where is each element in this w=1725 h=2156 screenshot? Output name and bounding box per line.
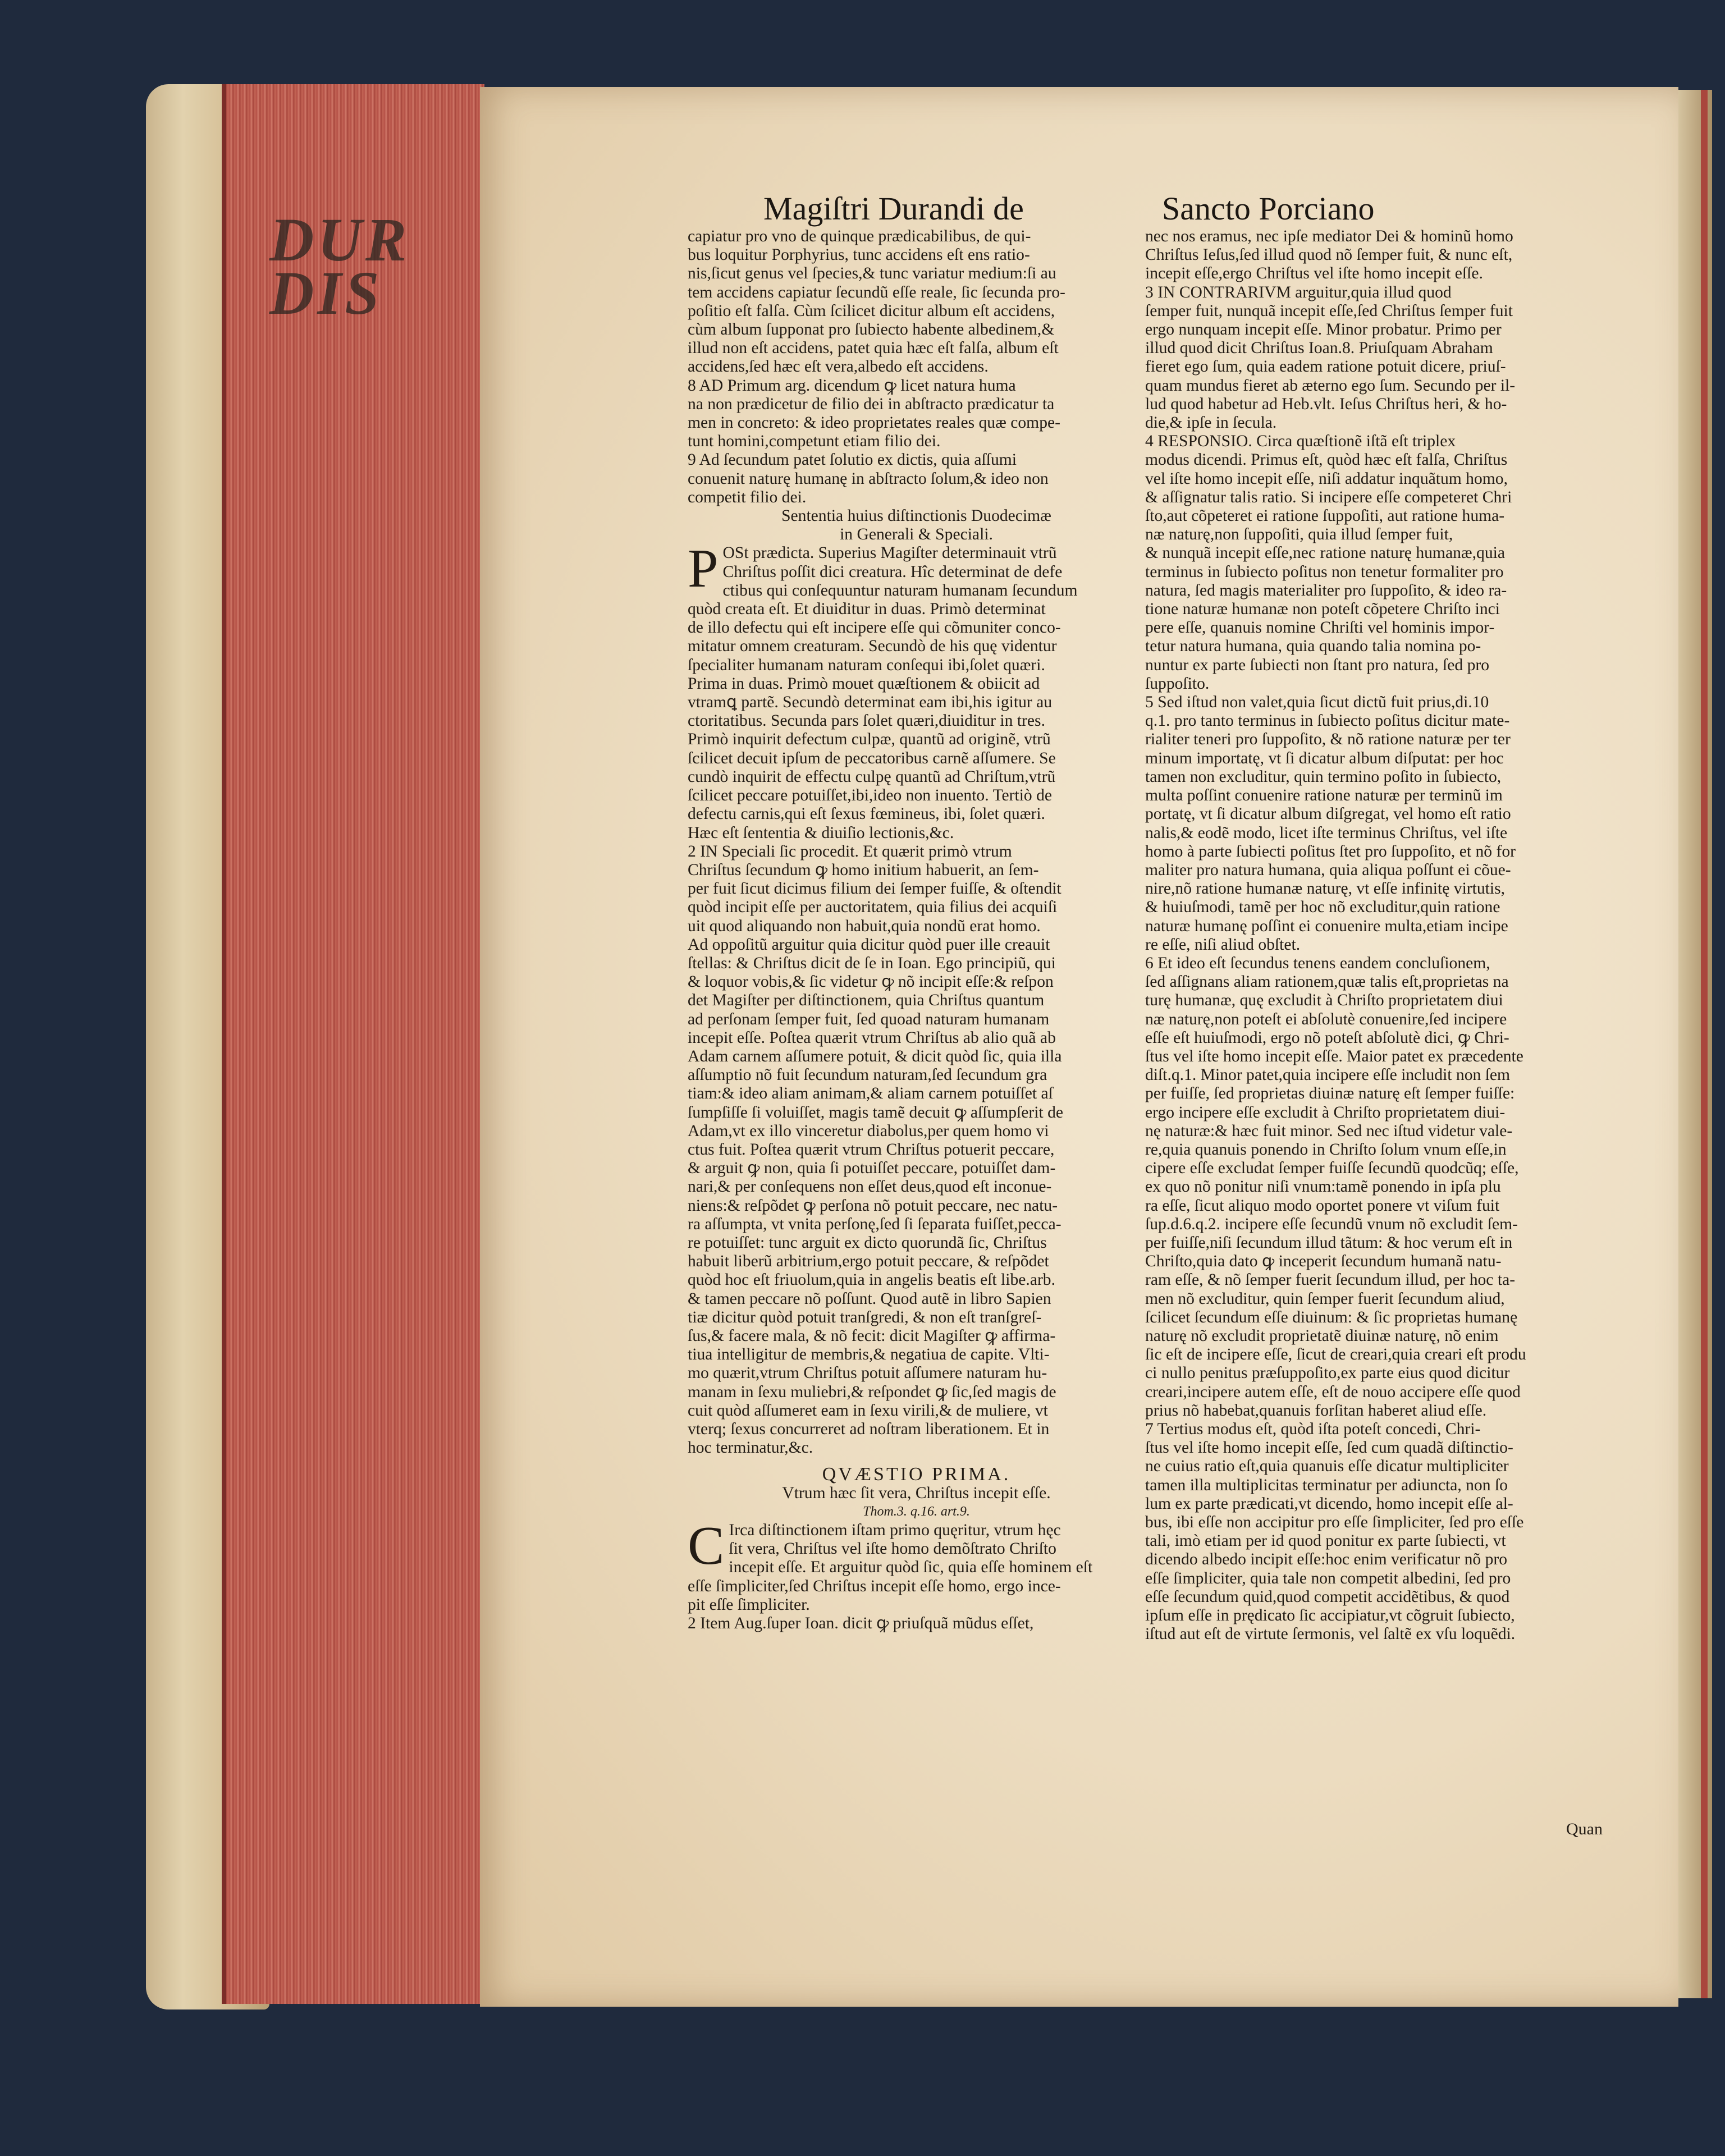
right-line: tamen illa multiplicitas terminatur per adiuncta, non ſo [1145,1476,1508,1494]
right-line: eſſe ſecundum quid,quod competit accidẽtibus, & quod [1145,1587,1510,1606]
right-line: natura, ſed magis materialiter pro ſuppoſito, & ideo ra- [1145,581,1507,599]
red-page-edges [222,84,484,2004]
right-line: dicendo albedo incipit eſſe:hoc enim verificatur nõ pro [1145,1550,1508,1569]
right-line: ergo incipere eſſe excludit à Chriſto proprietatem diui- [1145,1103,1506,1122]
right-line: nę naturæ:& hæc fuit minor. Sed nec iſtud videtur vale- [1145,1122,1513,1140]
right-line: lum ex parte prædicati,vt dicendo, homo incepit eſſe al- [1145,1494,1513,1513]
right-line: men nõ excluditur, quin ſemper fuerit ſecundum aliud, [1145,1289,1505,1308]
right-line: ſemper fuit, nunquã incepit eſſe,ſed Chriſtus ſemper fuit [1145,301,1513,320]
right-line: fieret ego ſum, quia eadem ratione potuit dicere, priuſ- [1145,358,1506,376]
left-line: quòd hoc eſt friuolum,quia in angelis beatis eſt libe.arb. [688,1271,1056,1289]
right-line: die,& ipſe in ſecula. [1145,414,1277,432]
right-line: pere eſſe, quanuis nomine Chriſti vel hominis impor- [1145,619,1495,637]
left-line: hoc terminatur,&c. [688,1439,813,1457]
right-line: ſto,aut cõpeteret ei ratione ſuppoſiti, aut ratione huma- [1145,507,1505,525]
left-line: quòd incipit eſſe per auctoritatem, quia filius dei acquiſi [688,898,1058,917]
left-line: det Magiſter per diſtinctionem, quia Chriſtus quantum [688,991,1045,1010]
left-line: ſcilicet decuit ipſum de peccatoribus carnẽ aſſumere. Se [688,749,1056,767]
right-line: nalis,& eodẽ modo, licet iſte terminus Chriſtus, vel iſte [1145,823,1508,842]
right-line: rialiter teneri pro ſuppoſito, & nõ ratione naturæ per ter [1145,730,1511,749]
right-line: ſuppoſito. [1145,674,1210,693]
right-line: næ naturę,non ſuppoſiti, quia illud ſemper fuit, [1145,525,1453,544]
left-line: P OSt prædicta. Superius Magiſter determinauit vtrũ [688,538,1057,599]
right-line: terminus in ſubiecto poſitus non tenetur formaliter pro [1145,562,1504,581]
facing-page-edge [1678,90,1712,1998]
spine-label-line-2: DIS [269,259,383,327]
left-line: QVÆSTIO PRIMA. [822,1464,1011,1485]
right-line: tamen non excluditur, quin termino poſito in ſubiecto, [1145,767,1502,786]
right-line: vel iſte homo incepit eſſe, niſi addatur inquãtum homo, [1145,469,1508,488]
left-line: na non prædicetur de filio dei in abſtracto prædicatur ta [688,395,1055,413]
left-text-column [688,227,1145,1633]
right-line: homo à parte ſubiecti poſitus ſtet pro ſuppoſito, et nõ for [1145,842,1516,860]
left-line: ſit vera, Chriſtus vel iſte homo demõſtrato Chriſto [729,1540,1056,1558]
right-line: multa poſſint conuenire ratione naturæ per terminũ im [1145,786,1503,805]
right-line: iſtud aut eſt de virtute ſermonis, vel ſaltẽ ex vſu loquẽdi. [1145,1625,1516,1644]
running-head-right: Sancto Porciano [1162,190,1375,227]
left-line: cùm album ſupponat pro ſubiecto habente albedinem,& [688,321,1055,339]
left-line: tiæ dicitur quòd potuit tranſgredi, & non eſt tranſgreſ- [688,1308,1042,1326]
left-line: vterq; ſexus concurreret ad noſtram liberationem. Et in [688,1420,1050,1438]
right-line: turę humanæ, quę excludit à Chriſto proprietatem diui [1145,991,1503,1010]
left-line: nis,ſicut genus vel ſpecies,& tunc variatur medium:ſi au [688,264,1056,283]
drop-cap-c_question: C [688,1516,725,1577]
left-line: ctibus qui conſequuntur naturam humanam ſecundum [722,581,1078,599]
right-line: ergo nunquam incepit eſſe. Minor probatur. Primo per [1145,321,1502,339]
right-line: illud quod dicit Chriſtus Ioan.8. Priuſquam Abraham [1145,339,1493,358]
left-line: Prima in duas. Primò mouet quæſtionem & obiicit ad [688,674,1040,693]
left-line: vtramꝗ partẽ. Secundò determinat eam ibi,his igitur au [688,693,1053,712]
right-line: naturæ humanę poſſint ei conuenire multa,etiam incipe [1145,917,1508,935]
right-line: 3 IN CONTRARIVM arguitur,quia illud quod [1145,283,1452,301]
right-line: 4 RESPONSIO. Circa quæſtionẽ iſtã eſt triplex [1145,432,1456,451]
right-line: ex quo nõ ponitur niſi vnum:tamẽ ponendo in ipſa plu [1145,1178,1501,1196]
right-line: nuntur ex parte ſubiecti non ſtant pro natura, ſed pro [1145,656,1490,674]
right-line: cipere eſſe excludat ſemper fuiſſe ſecundũ quodcũq; eſſe, [1145,1159,1519,1178]
right-line: 7 Tertius modus eſt, quòd iſta poteſt concedi, Chri- [1145,1420,1481,1438]
right-line: ra eſſe, ſicut aliquo modo oportet ponere vt viſum fuit [1145,1196,1500,1215]
right-line: & huiuſmodi, tamẽ per hoc nõ excluditur,quin ratione [1145,898,1500,917]
right-line: ſed aſſignans aliam rationem,quæ talis eſt,proprietas na [1145,973,1509,991]
left-line: ra aſſumpta, vt vnita perſonę,ſed ſi ſeparata fuiſſet,pecca- [688,1215,1061,1233]
right-line: næ naturę,non poteſt ei abſolutè conuenire,ſed incipere [1145,1010,1507,1028]
running-head-left: Magiſtri Durandi de [763,190,1024,227]
left-line: niens:& reſpõdet ꝙ perſona nõ potuit peccare, nec natu- [688,1196,1058,1215]
left-line: Ad oppoſitũ arguitur quia dicitur quòd puer ille creauit [688,935,1050,954]
left-line: defectu carnis,qui eſt ſexus fœmineus, ibi, ſolet quæri. [688,805,1045,823]
right-line: per fuiſſe, ſed proprietas diuinæ naturę eſt ſemper fuiſſe: [1145,1084,1515,1103]
right-line: ſtus vel iſte homo incepit eſſe, ſed cum quadã diſtinctio- [1145,1439,1513,1457]
right-line: re eſſe, niſi aliud obſtet. [1145,935,1301,954]
right-line: ipſum eſſe in prędicato ſic accipiatur,vt cõgruit ſubiecto, [1145,1606,1515,1625]
right-line: 5 Sed iſtud non valet,quia ſicut dictũ fuit prius,di.10 [1145,693,1489,712]
right-line: ſcilicet ſecundum eſſe diuinum: & ſic proprietas humanę [1145,1308,1518,1326]
left-line: & arguit ꝙ non, quia ſi potuiſſet peccare, potuiſſet dam- [688,1159,1056,1178]
left-line: cuit quòd aſſumeret eam in ſexu virili,& de muliere, vt [688,1401,1048,1420]
right-line: creari,incipere autem eſſe, eſt de nouo accipere eſſe quod [1145,1383,1521,1401]
left-line: 2 IN Speciali ſic procedit. Et quærit primò vtrum [688,842,1012,860]
left-line: incepit eſſe. Poſtea quærit vtrum Chriſtus ab alio quã ab [688,1028,1056,1047]
right-line: quam mundus fieret ab æterno ego ſum. Secundo per il- [1145,376,1516,395]
left-line: ctus fuit. Poſtea quærit vtrum Chriſtus potuerit peccare, [688,1140,1055,1159]
left-line: per fuit ſicut dicimus filium dei ſemper fuiſſe, & oſtendit [688,880,1061,898]
spine-label-line-1: DUR [269,205,410,274]
left-line: ad perſonam ſemper fuit, ſed quoad naturam humanam [688,1010,1050,1028]
right-line: ſic eſt de incipere eſſe, ſicut de creari,quia creari eſt produ [1145,1345,1526,1364]
left-line: ſus,& facere mala, & nõ fecit: dicit Magiſter ꝙ affirma- [688,1326,1056,1345]
left-line: mo quærit,vtrum Chriſtus potuit aſſumere naturam hu- [688,1364,1047,1383]
left-line: & tamen peccare nõ poſſunt. Quod autẽ in libro Sapien [688,1289,1051,1308]
left-line: poſitio eſt falſa. Cùm ſcilicet dicitur album eſt accidens, [688,301,1055,320]
left-line: de illo defectu qui eſt incipere eſſe qui cõmuniter conco- [688,619,1061,637]
left-line: tiua intelligitur de membris,& negatiua de capite. Vlti- [688,1345,1050,1364]
left-line: Primò inquirit defectum culpæ, quantũ ad originẽ, vtrũ [688,730,1051,749]
right-line: naturę nõ excludit proprietatẽ diuinæ naturę, nõ enim [1145,1326,1499,1345]
left-line: ctoritatibus. Secunda pars ſolet quæri,diuiditur in tres. [688,712,1045,730]
left-line: Chriſtus ſecundum ꝙ homo initium habuerit, an ſem- [688,860,1039,879]
left-line: 8 AD Primum arg. dicendum ꝙ licet natura huma [688,376,1016,395]
spine-label [269,205,488,327]
right-line: q.1. pro tanto terminus in ſubiecto poſitus dicitur mate- [1145,712,1510,730]
left-line: bus loquitur Porphyrius, tunc accidens eſt ens ratio- [688,246,1030,264]
left-line: 9 Ad ſecundum patet ſolutio ex dictis, quia aſſumi [688,451,1017,469]
left-line: men in concreto: & ideo proprietates reales quæ compe- [688,414,1060,432]
left-line: eſſe ſimpliciter,ſed Chriſtus incepit eſſe homo, ergo ince- [688,1577,1061,1595]
right-line: ſtus vel iſte homo incepit eſſe. Maior patet ex præcedente [1145,1047,1523,1065]
left-line: Adam carnem aſſumere potuit, & dicit quòd ſic, quia illa [688,1047,1062,1065]
left-line: tem accidens capiatur ſecundũ eſſe reale, ſic ſecunda pro- [688,283,1065,301]
left-line: aſſumptio nõ fuit ſecundum naturam,ſed ſecundum gra [688,1066,1047,1084]
left-line: & loquor vobis,& ſic videtur ꝙ nõ incipit eſſe:& reſpon [688,973,1054,991]
left-line: ſpecialiter humanam naturam conſequi ibi,ſolet quæri. [688,656,1045,674]
left-line: 2 Item Aug.ſuper Ioan. dicit ꝙ priuſquã mũdus eſſet, [688,1614,1034,1633]
left-line: tiam:& ideo aliam animam,& aliam carnem potuiſſet aſ [688,1084,1053,1103]
left-line: Thom.3. q.16. art.9. [863,1504,970,1519]
right-line: per fuiſſe,niſi ſecundum illud tãtum: & hoc verum eſt in [1145,1233,1513,1252]
right-line: re,quia quanuis ponendo in Chriſto ſolum vnum eſſe,in [1145,1140,1507,1159]
right-line: ram eſſe, & nõ ſemper fuerit ſecundum illud, per hoc ta- [1145,1271,1516,1289]
left-line: tunt homini,competunt etiam filio dei. [688,432,941,451]
right-line: minum importatę, vt ſi dicatur album diſputat: per hoc [1145,749,1504,767]
right-text-column [1145,227,1603,1644]
right-line: ci nullo penitus præſuppoſito,ex parte eius quod dicitur [1145,1364,1510,1383]
right-line: prius nõ habebat,quanuis forſitan haberet aliud eſſe. [1145,1401,1487,1420]
left-line: ſumpſiſſe ſi voluiſſet, magis tamẽ decuit ꝙ aſſumpſerit de [688,1103,1064,1122]
catchword: Quan [1566,1820,1603,1838]
right-line: ſup.d.6.q.2. incipere eſſe ſecundũ vnum nõ excludit ſem- [1145,1215,1518,1233]
left-line: uit quod aliquando non habuit,quia nondũ erat homo. [688,917,1041,935]
left-line: Adam,vt ex illo vinceretur diabolus,per quem homo vi [688,1122,1049,1140]
left-line: mitatur omnem creaturam. Secundò de his quę videntur [688,637,1057,656]
right-line: nire,nõ ratione humanæ naturę, vt eſſe infinitę virtutis, [1145,880,1506,898]
left-line: ſtellas: & Chriſtus dicit de ſe in Ioan. Ego principiũ, qui [688,954,1056,972]
left-line: cundò inquirit de effectu culpę quantũ ad Chriſtum,vtrũ [688,767,1056,786]
left-line: manam in ſexu muliebri,& reſpondet ꝙ ſic,ſed magis de [688,1383,1056,1401]
left-line: nari,& per conſequens non eſſet deus,quod eſt inconue- [688,1178,1052,1196]
right-line: tali, imò etiam per id quod ponitur ex parte ſubiecti, vt [1145,1532,1506,1550]
left-line: conuenit naturę humanę in abſtracto ſolum,& ideo non [688,469,1049,488]
left-line: pit eſſe ſimpliciter. [688,1595,810,1614]
right-line: diſt.q.1. Minor patet,quia incipere eſſe includit non ſem [1145,1066,1511,1084]
left-line: Hæc eſt ſententia & diuiſio lectionis,&c. [688,823,954,842]
right-line: eſſe ſimpliciter, quia tale non competit albedini, ſed pro [1145,1569,1511,1587]
drop-cap-p_section: P [688,538,719,599]
left-line: quòd creata eſt. Et diuiditur in duas. Primò determinat [688,600,1046,619]
left-line: incepit eſſe. Et arguitur quòd ſic, quia eſſe hominem eſt [729,1558,1093,1577]
right-line: & nunquã incepit eſſe,nec ratione naturę humanæ,quia [1145,544,1505,562]
right-line: nec nos eramus, nec ipſe mediator Dei & hominũ homo [1145,227,1513,245]
right-line: Chriſtus Ieſus,ſed illud quod nõ ſemper fuit, & nunc eſt, [1145,246,1513,264]
left-line: Vtrum hæc ſit vera, Chriſtus incepit eſſe. [782,1484,1051,1502]
left-line: capiatur pro vno de quinque prædicabilibus, de qui- [688,227,1031,245]
left-line: Sententia huius diſtinctionis Duodecimæ [781,507,1051,525]
right-line: eſſe eſt huiuſmodi, ergo nõ poteſt abſolutè dici, ꝙ Chri- [1145,1028,1509,1047]
left-line: competit filio dei. [688,488,807,506]
right-line: modus dicendi. Primus eſt, quòd hæc eſt falſa, Chriſtus [1145,451,1508,469]
left-line: illud non eſt accidens, patet quia hæc eſt falſa, album eſt [688,339,1059,358]
left-line: in Generali & Speciali. [840,525,993,544]
left-line: re potuiſſet: tunc arguit ex dicto quorundã ſic, Chriſtus [688,1233,1047,1252]
right-line: bus, ibi eſſe non accipitur pro eſſe ſimpliciter, ſed pro eſſe [1145,1513,1524,1532]
right-line: Chriſto,quia dato ꝙ inceperit ſecundum humanã natu- [1145,1252,1502,1271]
left-line: ſcilicet peccare potuiſſet,ibi,ideo non inuento. Tertiò de [688,786,1053,805]
left-line: Chriſtus poſſit dici creatura. Hîc determinat de defe [722,562,1063,581]
left-line: C Irca diſtinctionem iſtam primo quęritur, vtrum hęc [688,1516,1061,1577]
right-line: 6 Et ideo eſt ſecundus tenens eandem concluſionem, [1145,954,1490,972]
left-line: habuit liberũ arbitrium,ergo potuit peccare, & reſpõdet [688,1252,1049,1271]
right-line: maliter pro natura humana, quia aliqua poſſunt ei cõue- [1145,860,1511,879]
right-line: portatę, vt ſi dicatur album diſgregat, vel homo eſt ratio [1145,805,1511,823]
right-line: ne cuius ratio eſt,quia quanuis eſſe dicatur multipliciter [1145,1457,1509,1476]
right-line: tetur natura humana, quia quando talia nomina po- [1145,637,1481,656]
right-line: lud quod habetur ad Heb.vlt. Ieſus Chriſtus heri, & ho- [1145,395,1507,413]
left-line: accidens,ſed hæc eſt vera,albedo eſt accidens. [688,358,989,376]
right-line: tione naturæ humanæ non poteſt cõpetere Chriſto inci [1145,600,1500,619]
right-line: & aſſignatur talis ratio. Si incipere eſſe competeret Chri [1145,488,1512,506]
right-line: incepit eſſe,ergo Chriſtus vel iſte homo incepit eſſe. [1145,264,1483,283]
